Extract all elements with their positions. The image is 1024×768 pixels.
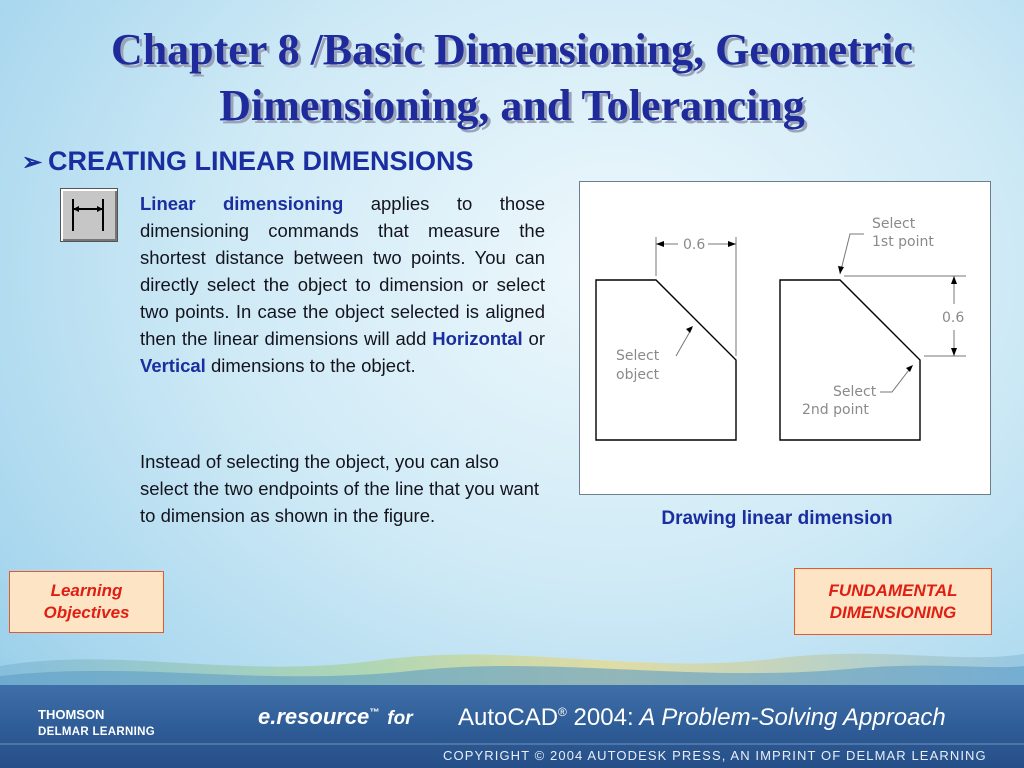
button-label: FUNDAMENTAL [828,580,958,600]
paragraph-select-endpoints: Instead of selecting the object, you can also select the two endpoints of the line that you want to dimension as shown in the figure. [140,451,540,526]
for-text: for [387,708,413,729]
dim-vertical-label: 0.6 [942,310,965,326]
learning-objectives-button[interactable] [9,571,164,633]
publisher-logo [38,707,155,740]
brand-line1: THOMSON [38,707,105,722]
bullet-arrow-icon: ➢ [22,149,43,176]
paragraph-text: dimensions to the object. [205,355,416,376]
linear-dimension-tool-icon [60,188,118,242]
slide-title-line2: Dimensioning, and Tolerancing [219,81,805,130]
footer-bar [0,685,1024,768]
label-select-object: object [616,367,660,383]
eresource-text: e.resource [258,704,370,729]
dim-horizontal-label: 0.6 [683,237,706,253]
label-select-object: Select [616,348,660,364]
label-first-point: Select [872,216,916,232]
fundamental-dimensioning-button[interactable] [794,568,992,635]
section-heading [22,146,474,177]
slide-title [0,22,1024,134]
button-label: Objectives [43,603,130,622]
label-first-point: 1st point [872,234,934,250]
button-label: DIMENSIONING [829,602,957,622]
paragraph-text: or [522,328,545,349]
term-linear-dimensioning: Linear dimensioning [140,193,344,214]
brand-line2: DELMAR LEARNING [38,726,155,738]
section-heading-text: CREATING LINEAR DIMENSIONS [48,146,474,176]
paragraph-text: applies to those dimensioning commands that measure the shortest distance between two points. You can directly select the object to dimension or select two points. In case the object selected is aligned then the linear dimensions will add [140,193,545,349]
term-horizontal: Horizontal [432,328,523,349]
product-title [458,704,946,732]
product-subtitle: A Problem-Solving Approach [633,704,946,731]
footer-divider [0,743,1024,745]
product-name: AutoCAD [458,704,559,731]
label-second-point: 2nd point [802,402,869,418]
label-second-point: Select [833,384,877,400]
paragraph-linear-dimensioning [140,190,545,379]
figure-drawing [580,182,990,494]
figure-caption: Drawing linear dimension [661,508,893,529]
copyright-text: COPYRIGHT © 2004 AUTODESK PRESS, AN IMPRINT OF DELMAR LEARNING [443,748,987,763]
button-label: Learning [50,581,123,600]
product-year: 2004: [566,704,634,731]
term-vertical: Vertical [140,355,206,376]
linear-dimension-figure [579,181,991,495]
eresource-logo [258,704,413,730]
registered-symbol: ® [558,705,567,719]
trademark-symbol: ™ [369,707,380,719]
slide-title-line1: Chapter 8 /Basic Dimensioning, Geometric [110,25,914,74]
decorative-wave-band [0,636,1024,690]
